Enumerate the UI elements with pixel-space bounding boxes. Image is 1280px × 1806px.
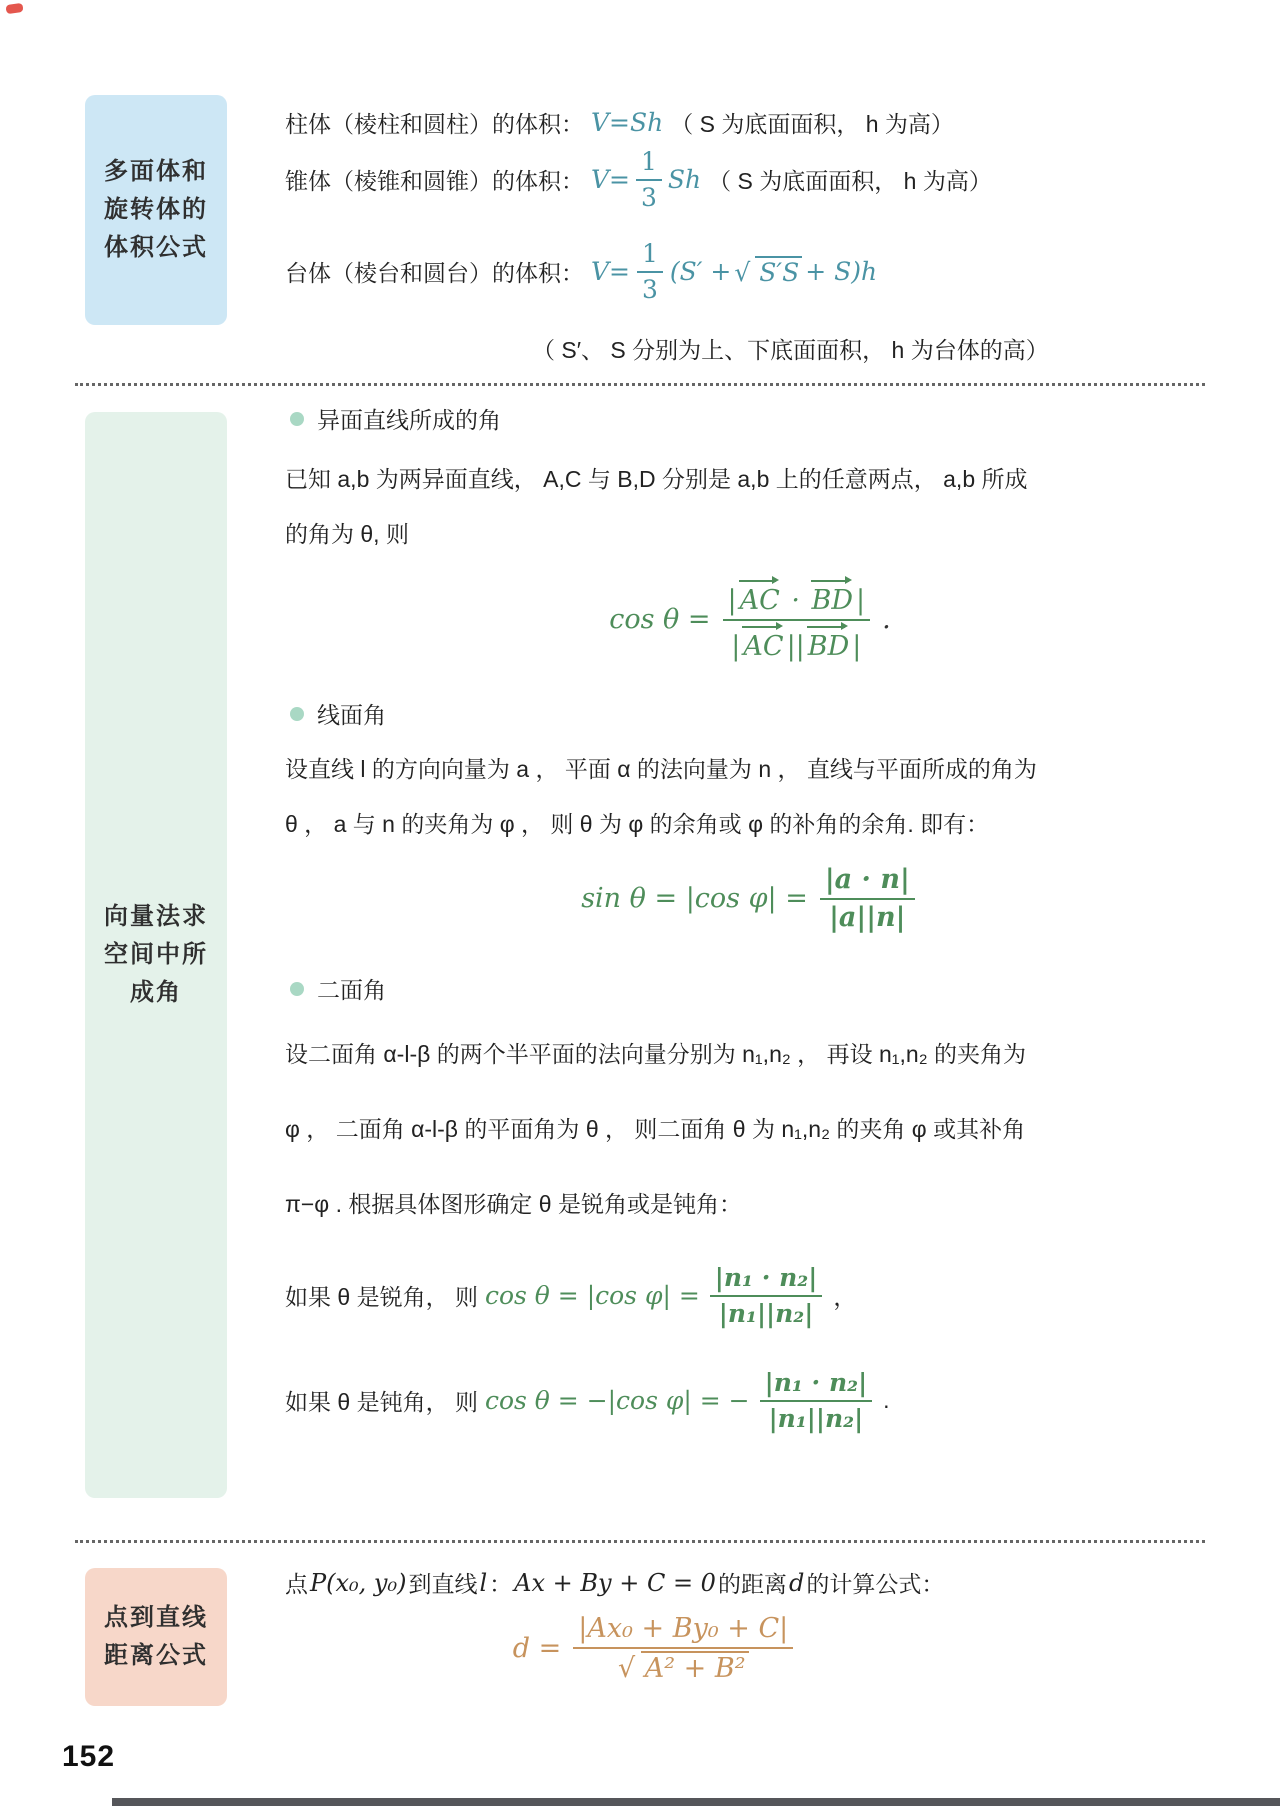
vector-BD: BD: [809, 577, 857, 617]
cone-note: （ S 为底面面积， h 为高）: [708, 168, 992, 194]
formula-lhs: cos θ = |cos φ| =: [484, 1281, 700, 1310]
angle-title-line-2: 空间中所: [104, 941, 208, 968]
square-root: [734, 256, 802, 287]
dihedral-paragraph-line-2: φ ， 二面角 α-l-β 的平面角为 θ ， 则二面角 θ 为 n₁,n₂ 的夹角 φ 或其补角: [285, 1116, 1026, 1142]
bullet-icon: [290, 412, 304, 426]
obtuse-suffix: .: [883, 1387, 890, 1413]
fraction: [637, 238, 663, 305]
fraction-numerator: |Ax₀ + By₀ + C|: [573, 1612, 793, 1649]
skew-paragraph-line-2: 的角为 θ, 则: [285, 521, 409, 547]
formula-token: V=: [591, 165, 631, 194]
skew-angle-formula: [285, 576, 1215, 664]
acute-suffix: ，: [833, 1284, 857, 1310]
skew-paragraph-line-1: 已知 a,b 为两异面直线， A,C 与 B,D 分别是 a,b 上的任意两点， a,b 所成: [285, 466, 1028, 492]
fraction-numerator: |n₁ · n₂|: [760, 1367, 873, 1402]
formula-lhs: cos θ = −|cos φ| = −: [484, 1386, 750, 1415]
bottom-bar: [112, 1798, 1280, 1806]
fraction-numerator: 1: [636, 146, 662, 181]
acute-prefix: 如果 θ 是锐角， 则: [285, 1284, 478, 1310]
formula-lhs: sin θ = |cos φ| =: [581, 883, 808, 915]
fraction-numerator: 1: [637, 238, 663, 273]
line-plane-heading: [290, 697, 386, 730]
cylinder-label: 柱体（棱柱和圆柱）的体积：: [285, 110, 584, 137]
dihedral-paragraph-line-3: π−φ . 根据具体图形确定 θ 是锐角或是钝角：: [285, 1191, 742, 1217]
formula-token: |: [852, 631, 862, 663]
page-number: 152: [62, 1740, 116, 1773]
fraction-numerator: |a · n|: [820, 863, 915, 900]
angle-title-line-3: 成角: [130, 979, 182, 1006]
fraction: [723, 576, 871, 664]
formula-token: ||: [786, 631, 805, 663]
acute-formula: [485, 1262, 826, 1329]
heading-text: 异面直线所成的角: [317, 407, 501, 433]
fraction-numerator: |n₁ · n₂|: [710, 1262, 823, 1297]
intro-text: 的计算公式：: [806, 1571, 945, 1597]
radicand: S′S: [755, 256, 802, 287]
fraction-numerator: [723, 576, 871, 621]
frustum-note: （ S′、 S 分别为上、下底面面积， h 为台体的高）: [532, 337, 1049, 363]
section-divider: [75, 383, 1205, 386]
formula-token: Sh: [667, 165, 702, 194]
angle-section-title-box: [85, 412, 227, 1498]
distance-section-title-box: [85, 1568, 227, 1706]
skew-lines-heading: [290, 402, 501, 435]
obtuse-prefix: 如果 θ 是钝角， 则: [285, 1389, 478, 1415]
distance-intro-line: [285, 1566, 944, 1599]
vector-AC: AC: [737, 577, 783, 617]
intro-math: d: [788, 1568, 805, 1597]
frustum-volume-row: [285, 238, 877, 305]
cone-formula: [591, 146, 701, 213]
bullet-icon: [290, 707, 304, 721]
volume-section-title-box: [85, 95, 227, 325]
dihedral-paragraph-line-1: 设二面角 α-l-β 的两个半平面的法向量分别为 n₁,n₂ ， 再设 n₁,n₂ 的夹角为: [285, 1041, 1027, 1067]
intro-text: ：: [489, 1571, 513, 1597]
formula-period: .: [882, 604, 891, 636]
fraction-denominator: 3: [641, 183, 657, 212]
volume-title-line-1: 多面体和: [104, 158, 208, 185]
formula-lhs: d =: [512, 1633, 562, 1665]
fraction-denominator: 3: [642, 275, 658, 304]
formula-token: |: [856, 585, 866, 616]
intro-math: l: [479, 1568, 488, 1597]
intro-math: Ax + By + C = 0: [514, 1568, 716, 1597]
bullet-icon: [290, 982, 304, 996]
corner-mark: [5, 3, 23, 14]
frustum-label: 台体（棱台和圆台）的体积：: [285, 260, 584, 286]
fraction: [820, 863, 915, 935]
vector-BD: BD: [805, 623, 853, 663]
distance-formula: [285, 1612, 1025, 1686]
distance-title-line-2: 距离公式: [104, 1642, 208, 1669]
formula-token: |: [731, 631, 741, 663]
cylinder-note: （ S 为底面面积， h 为高）: [670, 110, 954, 137]
intro-math: P(x₀, y₀): [310, 1568, 407, 1597]
volume-title-line-3: 体积公式: [104, 234, 208, 261]
dihedral-heading: [290, 972, 386, 1005]
formula-lhs: cos θ =: [609, 604, 711, 636]
radicand: A² + B²: [641, 1651, 749, 1685]
formula-token: + S)h: [805, 257, 878, 286]
formula-token: ·: [782, 585, 809, 616]
obtuse-formula: [485, 1367, 876, 1434]
cone-label: 锥体（棱锥和圆锥）的体积：: [285, 168, 584, 194]
heading-text: 二面角: [317, 977, 386, 1003]
intro-text: 点: [285, 1571, 308, 1597]
radical-sign: √: [617, 1653, 636, 1685]
dihedral-obtuse-case-line: [285, 1367, 890, 1434]
fraction: [573, 1612, 793, 1686]
cone-volume-row: [285, 146, 992, 213]
formula-token: V=: [591, 257, 631, 286]
fraction-denominator: [613, 1649, 754, 1685]
formula-token: (S′ +: [669, 257, 732, 286]
section-divider: [75, 1540, 1205, 1543]
fraction-denominator: |n₁||n₂|: [718, 1299, 814, 1328]
angle-title-line-1: 向量法求: [104, 903, 208, 930]
vector-AC: AC: [740, 623, 786, 663]
fraction-denominator: [726, 621, 866, 663]
cylinder-formula: V=Sh: [591, 107, 664, 137]
distance-title-line-1: 点到直线: [104, 1604, 208, 1631]
line-plane-paragraph-line-2: θ ， a 与 n 的夹角为 φ ， 则 θ 为 φ 的余角或 φ 的补角的余角. 即有：: [285, 811, 990, 837]
intro-text: 的距离: [717, 1571, 787, 1597]
radical-sign: √: [734, 258, 751, 287]
line-plane-angle-formula: [285, 863, 1215, 935]
fraction-denominator: |n₁||n₂|: [768, 1404, 864, 1433]
fraction: [760, 1367, 873, 1434]
cylinder-volume-row: [285, 100, 954, 144]
volume-title-line-2: 旋转体的: [104, 196, 208, 223]
heading-text: 线面角: [317, 702, 386, 728]
dihedral-acute-case-line: [285, 1262, 856, 1329]
square-root: [618, 1651, 749, 1685]
fraction-denominator: |a||n|: [829, 902, 906, 934]
fraction: [636, 146, 662, 213]
frustum-formula: [591, 238, 877, 305]
line-plane-paragraph-line-1: 设直线 l 的方向向量为 a ， 平面 α 的法向量为 n ， 直线与平面所成的角为: [285, 756, 1037, 782]
fraction: [710, 1262, 823, 1329]
intro-text: 到直线: [408, 1571, 478, 1597]
formula-token: |: [727, 585, 737, 616]
